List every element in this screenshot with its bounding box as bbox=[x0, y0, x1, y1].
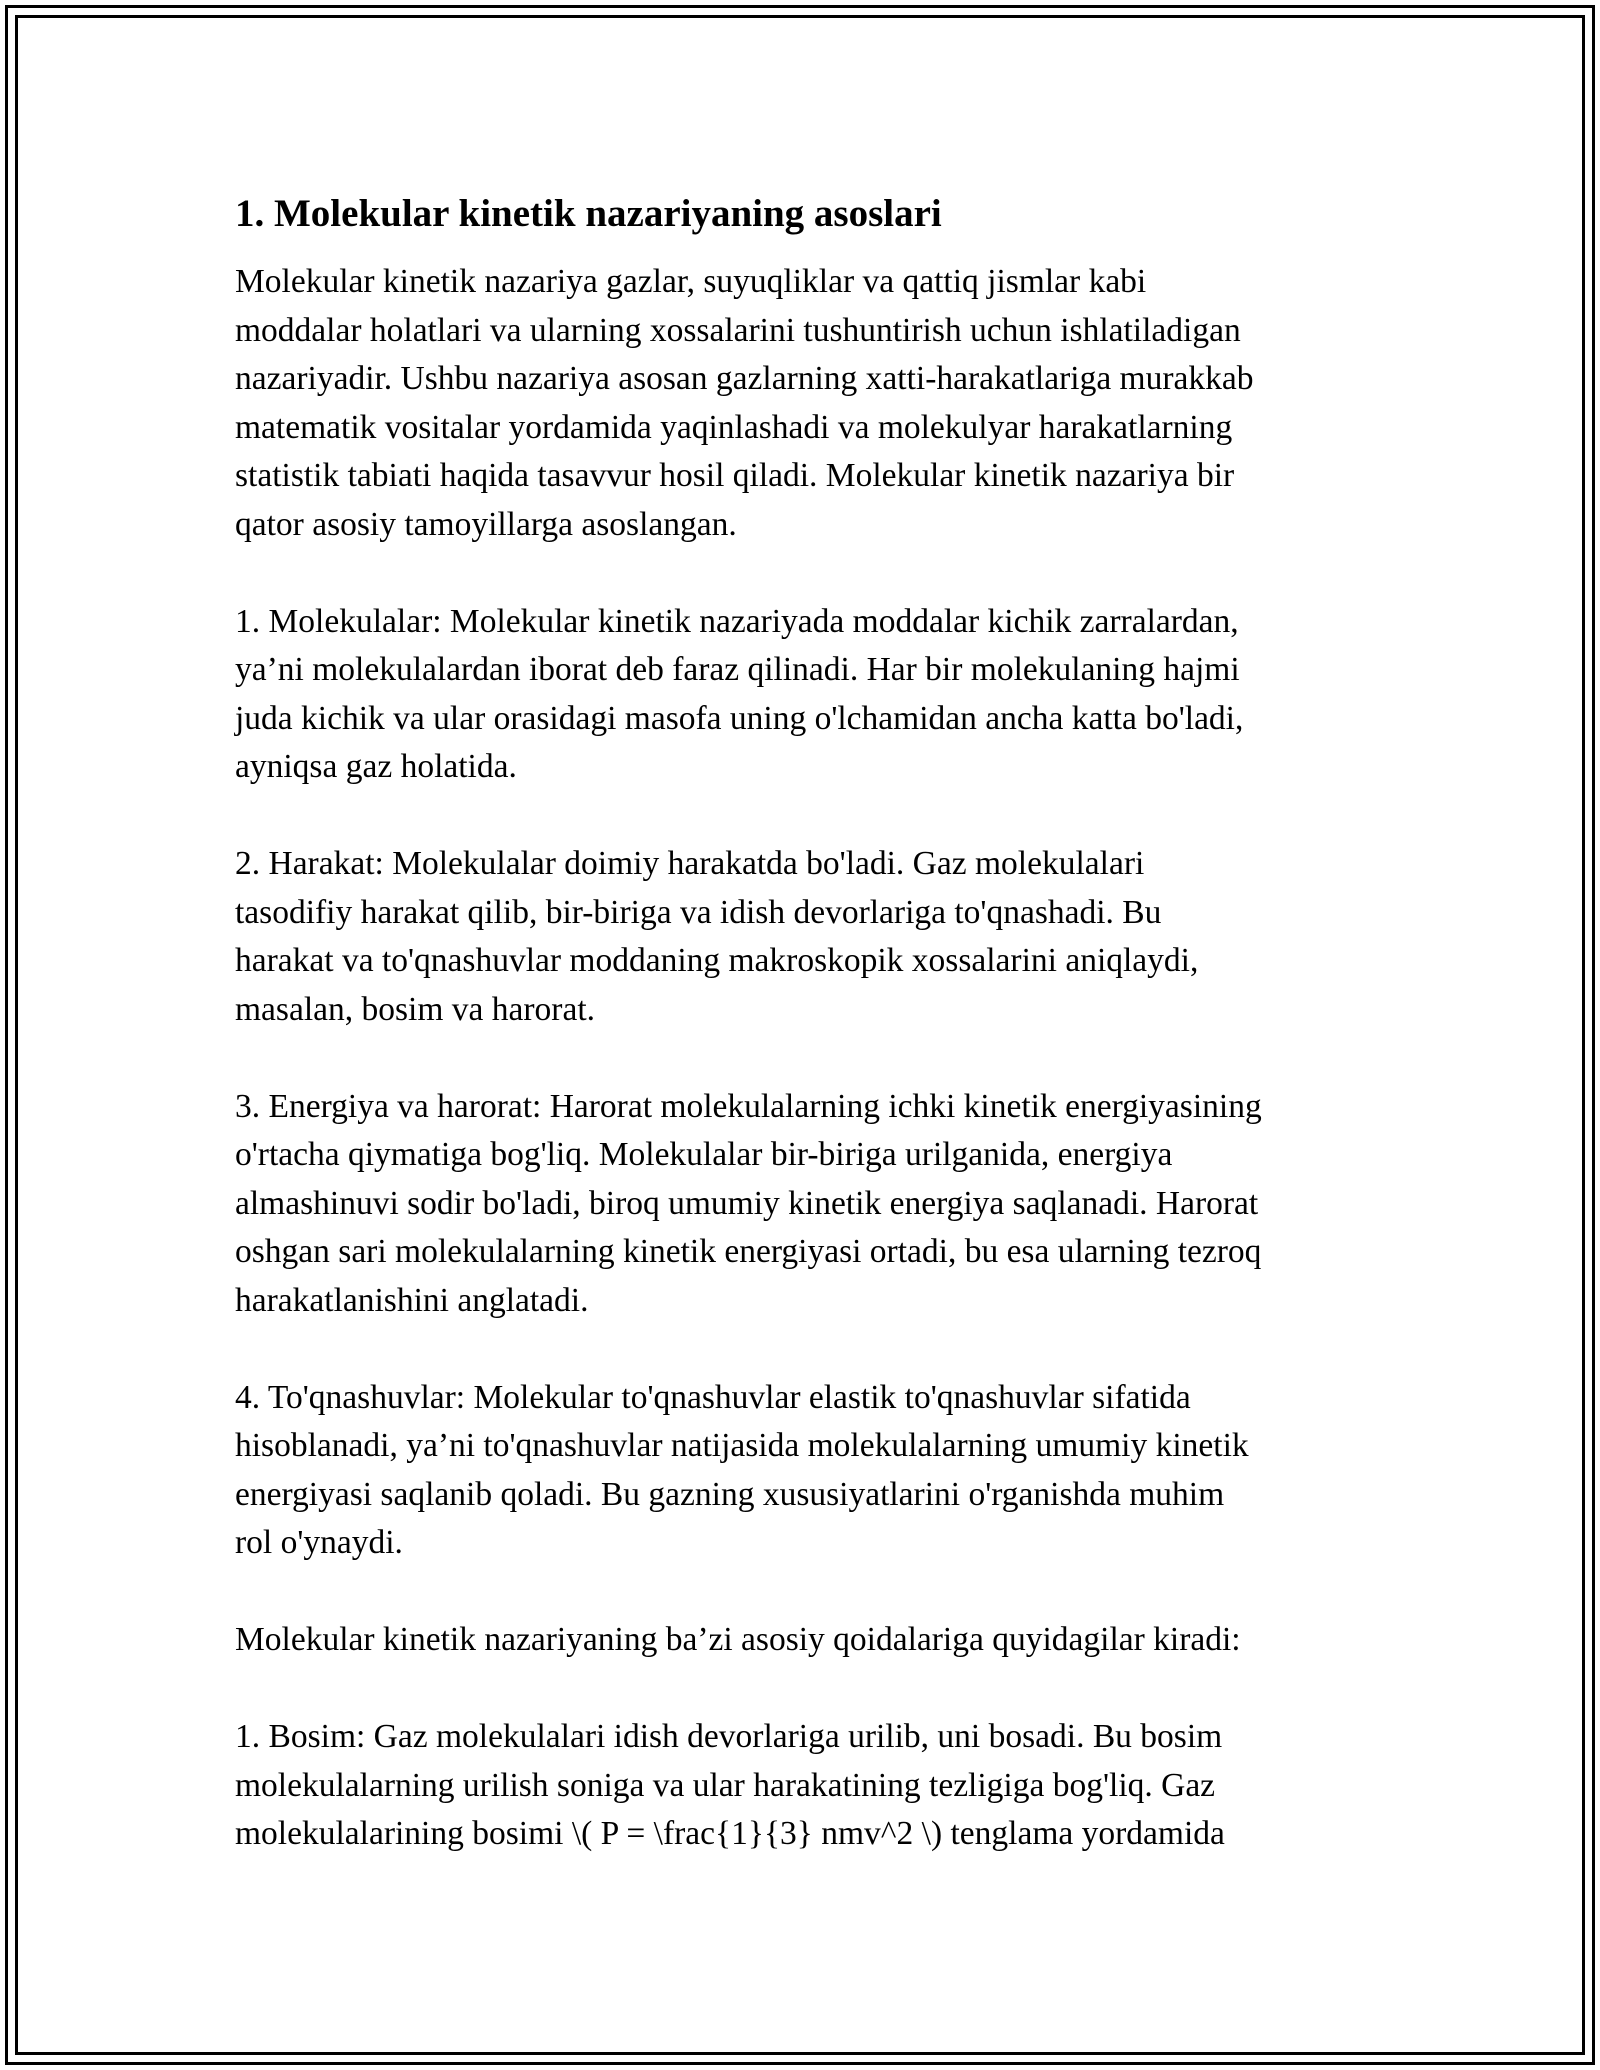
text-line: molekulalarning urilish soniga va ular harakatining tezligiga bog'liq. Gaz bbox=[235, 1766, 1216, 1804]
text-line: rol o'ynaydi. bbox=[235, 1524, 403, 1561]
text-line: almashinuvi sodir bo'ladi, biroq umumiy kinetik energiya saqlanadi. Harorat bbox=[235, 1184, 1259, 1222]
paragraph-intro bbox=[235, 258, 1395, 549]
paragraph-rules-intro bbox=[235, 1616, 1395, 1665]
text-line: Molekular kinetik nazariya gazlar, suyuqliklar va qattiq jismlar kabi bbox=[235, 263, 1147, 300]
text-line: harakatlanishini anglatadi. bbox=[235, 1281, 589, 1319]
text-line: molekulalarining bosimi \( P = \frac{1}{3} nmv^2 \) tenglama yordamida bbox=[235, 1815, 1225, 1852]
text-line: masalan, bosim va harorat. bbox=[235, 990, 596, 1028]
text-line: nazariyadir. Ushbu nazariya asosan gazlarning xatti-harakatlariga murakkab bbox=[235, 360, 1254, 397]
section-heading: 1. Molekular kinetik nazariyaning asoslari bbox=[235, 192, 942, 235]
text-line: energiyasi saqlanib qoladi. Bu gazning xususiyatlarini o'rganishda muhim bbox=[235, 1475, 1225, 1513]
text-line: ya’ni molekulalardan iborat deb faraz qilinadi. Har bir molekulaning hajmi bbox=[235, 651, 1240, 688]
text-line: harakat va to'qnashuvlar moddaning makroskopik xossalarini aniqlaydi, bbox=[235, 942, 1199, 979]
text-line: oshgan sari molekulalarning kinetik energiyasi ortadi, bu esa ularning tezroq bbox=[235, 1233, 1262, 1270]
text-line: moddalar holatlari va ularning xossalarini tushuntirish uchun ishlatiladigan bbox=[235, 311, 1241, 349]
text-line: 1. Molekulalar: Molekular kinetik nazariyada moddalar kichik zarralardan, bbox=[235, 602, 1239, 640]
paragraph-pressure bbox=[235, 1713, 1395, 1859]
text-line: qator asosiy tamoyillarga asoslangan. bbox=[235, 505, 737, 543]
text-line: statistik tabiati haqida tasavvur hosil qiladi. Molekular kinetik nazariya bir bbox=[235, 457, 1235, 494]
paragraph-motion bbox=[235, 840, 1395, 1034]
text-line: juda kichik va ular orasidagi masofa uning o'lchamidan ancha katta bo'ladi, bbox=[235, 699, 1244, 737]
text-line: ayniqsa gaz holatida. bbox=[235, 748, 517, 785]
text-line: tasodifiy harakat qilib, bir-biriga va idish devorlariga to'qnashadi. Bu bbox=[235, 893, 1162, 931]
document-body bbox=[235, 186, 1395, 1907]
text-line: 1. Bosim: Gaz molekulalari idish devorlariga urilib, uni bosadi. Bu bosim bbox=[235, 1718, 1223, 1755]
text-line: 4. To'qnashuvlar: Molekular to'qnashuvlar elastik to'qnashuvlar sifatida bbox=[235, 1378, 1191, 1416]
text-line: hisoblanadi, ya’ni to'qnashuvlar natijasida molekulalarning umumiy kinetik bbox=[235, 1427, 1249, 1464]
text-line: o'rtacha qiymatiga bog'liq. Molekulalar bir-biriga urilganida, energiya bbox=[235, 1136, 1173, 1173]
text-line: matematik vositalar yordamida yaqinlashadi va molekulyar harakatlarning bbox=[235, 408, 1233, 446]
text-line: 2. Harakat: Molekulalar doimiy harakatda bo'ladi. Gaz molekulalari bbox=[235, 845, 1145, 882]
text-line: Molekular kinetik nazariyaning ba’zi asosiy qoidalariga quyidagilar kiradi: bbox=[235, 1621, 1241, 1658]
paragraph-molecules bbox=[235, 598, 1395, 792]
paragraph-collisions bbox=[235, 1374, 1395, 1568]
text-line: 3. Energiya va harorat: Harorat molekulalarning ichki kinetik energiyasining bbox=[235, 1087, 1262, 1125]
paragraph-energy-temperature bbox=[235, 1083, 1395, 1326]
